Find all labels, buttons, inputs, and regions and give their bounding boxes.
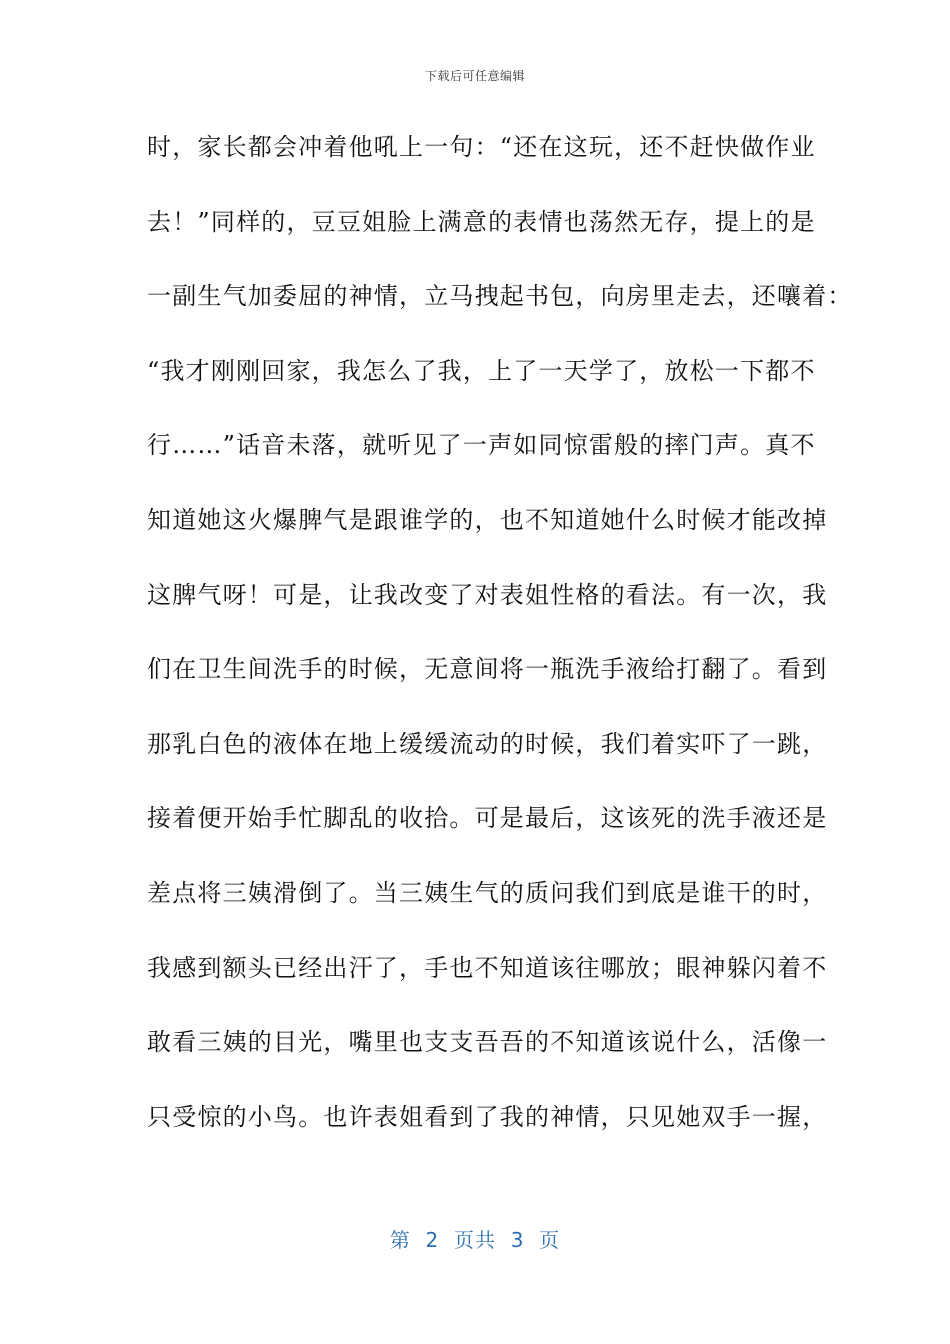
text-line: 这脾气呀！可是，让我改变了对表姐性格的看法。有一次，我 <box>147 580 828 609</box>
page-header: 下载后可任意编辑 <box>424 69 525 83</box>
text-line: 时，家长都会冲着他吼上一句：“还在这玩，还不赶快做作业 <box>147 133 816 161</box>
text-line: 知道她这火爆脾气是跟谁学的，也不知道她什么时候才能改掉 <box>147 505 828 534</box>
text-line: 一副生气加委屈的神情，立马拽起书包，向房里走去，还嚷着： <box>147 282 853 311</box>
text-line: “我才刚刚回家，我怎么了我，上了一天学了，放松一下都不 <box>147 356 816 385</box>
text-line: 行……”话音未落，就听见了一声如同惊雷般的摔门声。真不 <box>147 431 816 460</box>
body-text <box>147 124 853 1168</box>
text-line: 差点将三姨滑倒了。当三姨生气的质问我们到底是谁干的时， <box>147 878 828 907</box>
text-line: 只受惊的小鸟。也许表姐看到了我的神情，只见她双手一握， <box>147 1102 828 1131</box>
text-line: 敢看三姨的目光，嘴里也支支吾吾的不知道该说什么，活像一 <box>147 1028 828 1057</box>
text-line: 我感到额头已经出汗了，手也不知道该往哪放；眼神躲闪着不 <box>147 953 828 982</box>
text-line: 去！”同样的，豆豆姐脸上满意的表情也荡然无存，提上的是 <box>147 207 816 236</box>
page-number-footer: 第 2 页共 3 页 <box>389 1228 561 1252</box>
text-line: 们在卫生间洗手的时候，无意间将一瓶洗手液给打翻了。看到 <box>147 655 828 684</box>
text-line: 那乳白色的液体在地上缓缓流动的时候，我们着实吓了一跳， <box>147 729 828 758</box>
text-line: 接着便开始手忙脚乱的收拾。可是最后，这该死的洗手液还是 <box>147 804 828 833</box>
